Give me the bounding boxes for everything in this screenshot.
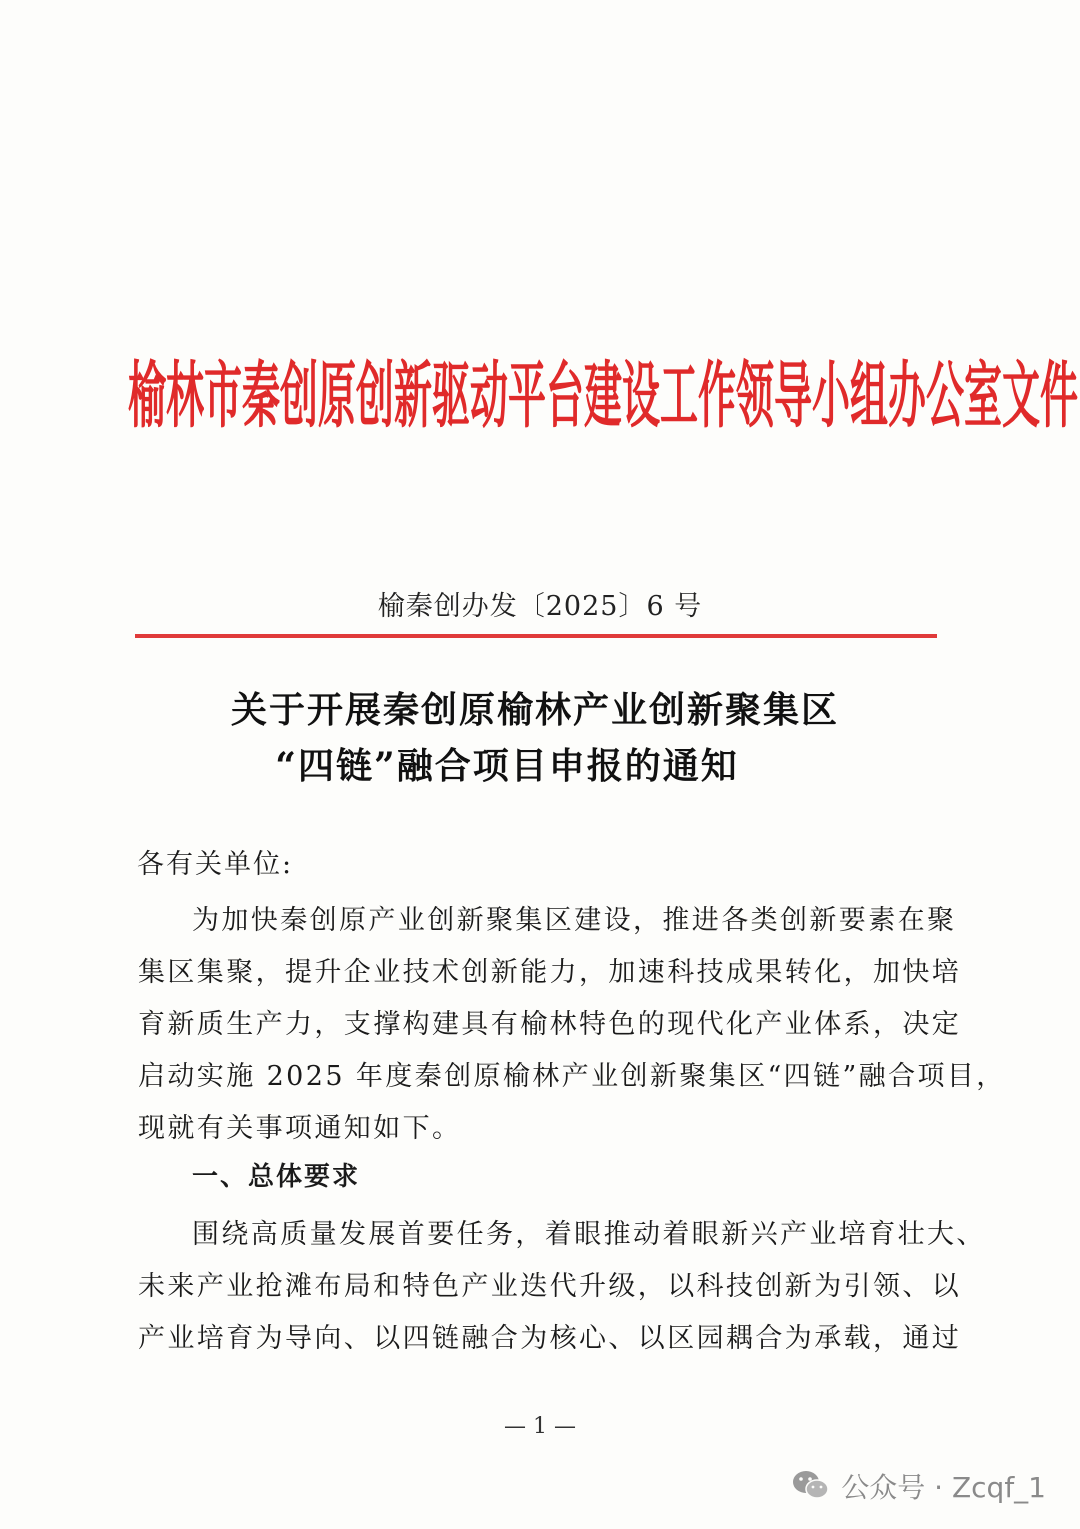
watermark: [791, 1466, 1046, 1506]
salutation: 各有关单位:: [137, 849, 294, 880]
wechat-icon: [791, 1469, 831, 1503]
page-number: — 1 —: [504, 1414, 576, 1439]
paragraph-2-line: 未来产业抢滩布局和特色产业迭代升级，以科技创新为引领、以: [138, 1271, 962, 1302]
paragraph-2-line: 产业培育为导向、以四链融合为核心、以区园耦合为承载，通过: [138, 1323, 962, 1354]
paragraph-1-line: 育新质生产力，支撑构建具有榆林特色的现代化产业体系，决定: [138, 1009, 962, 1040]
section-1-heading: 一、总体要求: [192, 1162, 361, 1192]
paragraph-1-line: 为加快秦创原产业创新聚集区建设，推进各类创新要素在聚: [192, 905, 957, 936]
document-number: 榆秦创办发〔2025〕6 号: [377, 591, 703, 622]
paragraph-1-line: 启动实施 2025 年度秦创原榆林产业创新聚集区“四链”融合项目，: [138, 1061, 1006, 1092]
paragraph-2-line: 围绕高质量发展首要任务，着眼推动着眼新兴产业培育壮大、: [192, 1219, 986, 1250]
paragraph-1-line: 现就有关事项通知如下。: [138, 1113, 462, 1144]
watermark-text: 公众号 · Zcqf_1: [841, 1471, 1046, 1504]
issuing-authority-header: 榆林市秦创原创新驱动平台建设工作领导小组办公室文件: [128, 354, 1079, 438]
paragraph-1-line: 集区集聚，提升企业技术创新能力，加速科技成果转化，加快培: [138, 957, 962, 988]
red-divider-line: [135, 634, 937, 638]
title-line-2: “四链”融合项目申报的通知: [275, 745, 739, 787]
title-line-1: 关于开展秦创原榆林产业创新聚集区: [230, 689, 839, 731]
